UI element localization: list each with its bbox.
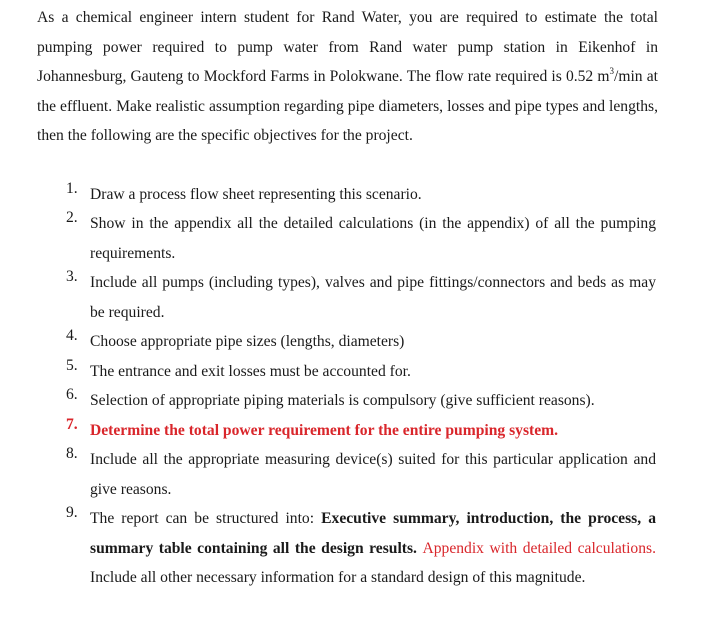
- objective-text: Include all pumps (including types), valves and pipe fittings/connectors and beds as may be required.: [90, 274, 656, 321]
- objective-text: [90, 504, 656, 593]
- objective-9-plain: The report can be structured into:: [90, 510, 315, 527]
- objective-9-red: Appendix with detailed calculations.: [422, 539, 656, 557]
- intro-paragraph: [37, 3, 658, 151]
- objective-number: 1.: [66, 180, 78, 197]
- objective-text: Show in the appendix all the detailed calculations (in the appendix) of all the pumping requirements.: [90, 215, 656, 262]
- objective-text: Draw a process flow sheet representing this scenario.: [90, 186, 422, 203]
- objective-9-end: Include all other necessary information for a standard design of this magnitude.: [90, 569, 586, 587]
- objective-number: 5.: [66, 357, 78, 374]
- objective-number: 4.: [66, 327, 78, 344]
- objective-text: Selection of appropriate piping materials is compulsory (give sufficient reasons).: [90, 392, 595, 409]
- objective-number: 6.: [66, 386, 78, 403]
- objective-number: 7.: [66, 416, 78, 433]
- objective-number: 2.: [66, 209, 78, 226]
- intro-text-part1: As a chemical engineer intern student for Rand Water, you are required to estimate the total pumping power required to pump water from Rand water pump station in Eikenhof in Johannesburg, Gauteng to Mockford Farms in Polokwane. The flow rate required is 0.52 m: [37, 9, 658, 86]
- objective-number: 8.: [66, 445, 78, 462]
- intro-text-part2: /min at the effluent. Make realistic assumption regarding pipe diameters, losses and pipe types and lengths, then the following are the specific objectives for the project.: [37, 68, 659, 145]
- objective-9-bold: Executive summary, introduction, the process, a summary table containing all the design results.: [90, 510, 656, 557]
- objective-text: Determine the total power requirement for the entire pumping system.: [90, 422, 559, 439]
- cubic-superscript: 3: [609, 66, 615, 76]
- objective-text: Include all the appropriate measuring device(s) suited for this particular application and give reasons.: [90, 451, 656, 498]
- objective-text: Choose appropriate pipe sizes (lengths, diameters): [90, 333, 405, 350]
- objective-number: 9.: [66, 504, 78, 521]
- objective-number: 3.: [66, 268, 78, 285]
- objective-text: The entrance and exit losses must be accounted for.: [90, 363, 411, 380]
